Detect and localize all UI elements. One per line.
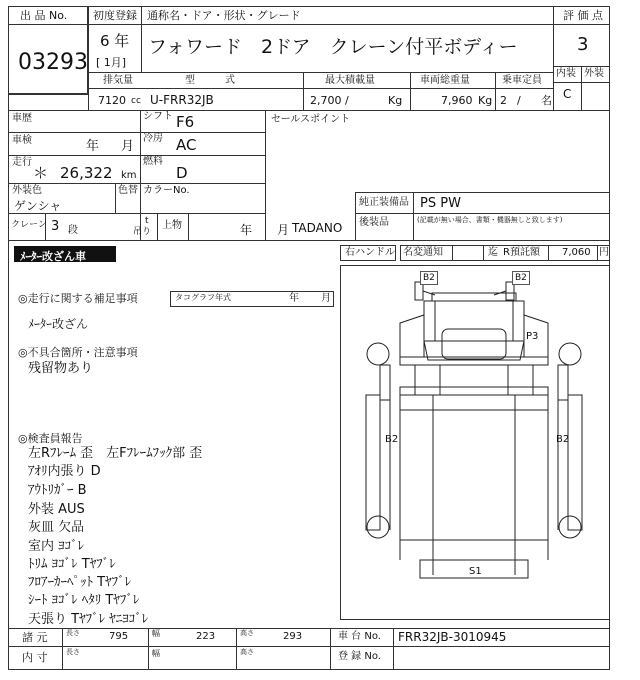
max-load-unit: Kg: [388, 94, 403, 107]
inner-length-label: 長さ: [66, 648, 80, 656]
upper-year: 年: [240, 223, 253, 237]
capacity-label: 乗車定員: [502, 75, 542, 86]
crane-label: クレーン: [11, 220, 47, 230]
displacement-unit: cc: [131, 96, 141, 106]
inspector-line: 外装 AUS: [28, 502, 85, 517]
color-code-label: カラーNo.: [143, 185, 190, 196]
max-load-value: 2,700: [310, 94, 342, 107]
inner-dims-label: 内 寸: [22, 651, 48, 664]
upper-maker: TADANO: [292, 221, 343, 235]
inspector-line: ｱｵﾘ内張り D: [28, 464, 101, 479]
handle-label: 右ハンドル: [345, 247, 395, 258]
interior-grade: C: [563, 87, 572, 101]
inspection-year: 年: [86, 139, 100, 154]
upper-month: 月: [277, 223, 290, 237]
inspector-line: 左Rﾌﾚｰﾑ 歪 左Fﾌﾚｰﾑﾌｯｸ部 歪: [28, 446, 203, 461]
inspector-line: ｼｰﾄ ﾖｺﾞﾚ ﾍﾀﾘ Tﾔﾌﾞﾚ: [28, 593, 140, 608]
color-label: 外装色: [12, 185, 42, 196]
model-code: U-FRR32JB: [150, 93, 214, 107]
defect-notes-title: ◎不具合箇所・注意事項: [18, 346, 138, 359]
lot-number: 03293: [18, 50, 88, 75]
max-load-sep: /: [345, 94, 349, 107]
defect-note: 残留物あり: [28, 361, 94, 376]
crane-stage-unit: 段: [68, 225, 78, 236]
chassis-value: FRR32JB-3010945: [398, 630, 507, 644]
driving-note: ﾒｰﾀｰ改ざん: [28, 317, 89, 331]
deadline-label: 迄: [488, 247, 498, 258]
color-change-label: 色替: [118, 185, 138, 196]
reg-year: 6 年: [100, 32, 130, 50]
registration-label: 登 録 No.: [338, 651, 381, 662]
mileage-value: 26,322: [60, 164, 113, 182]
inspection-month: 月: [121, 139, 135, 154]
shift-label: シフト: [143, 111, 173, 122]
mileage-unit: km: [121, 170, 137, 181]
height-label: 高さ: [240, 629, 254, 637]
inspection-label: 車検: [12, 135, 32, 146]
inspector-line: 天張り Tﾔﾌﾞﾚ ﾔﾆﾖｺﾞﾚ: [28, 612, 149, 627]
reg-month: [ 1月]: [96, 56, 127, 69]
aircon-label: 冷房: [143, 133, 163, 144]
max-load-label: 最大積載量: [325, 75, 375, 86]
name-label: 通称名・ドア・形状・グレード: [147, 9, 301, 22]
width-label: 幅: [152, 629, 160, 638]
damage-label-b2-right: B2: [556, 434, 570, 445]
inspector-line: ｱｳﾄﾘｶﾞｰ B: [28, 483, 87, 498]
damage-label-s1: S1: [469, 566, 482, 577]
damage-label-p3: P3: [526, 331, 539, 342]
shift-value: F6: [176, 113, 195, 131]
aftermarket-note: (記載が無い場合、書類・機器無しと致します): [417, 216, 563, 224]
capacity-unit: 名: [541, 94, 552, 107]
score-value: 3: [577, 34, 589, 55]
name-change-field: [452, 245, 484, 261]
history-label: 車歴: [12, 113, 32, 124]
inspector-line: 灰皿 欠品: [28, 520, 85, 535]
name-change-label: 名変通知: [403, 247, 443, 258]
meter-tampered-badge: ﾒｰﾀｰ改ざん車: [14, 246, 116, 262]
equipment-label: 純正装備品: [359, 197, 409, 208]
equipment-value: PS PW: [420, 196, 461, 211]
inner-height-label: 高さ: [240, 648, 254, 656]
length-value: 795: [109, 631, 129, 642]
model-code-label: 型 式: [185, 75, 235, 86]
crane-t: t: [145, 216, 149, 226]
inner-width-label: 幅: [152, 649, 160, 658]
inspector-line: 室内 ﾖｺﾞﾚ: [28, 539, 85, 554]
recycle-label: R預託額: [503, 247, 540, 258]
width-value: 223: [196, 631, 216, 642]
aircon-value: AC: [176, 136, 197, 154]
tachograph-label: タコグラフ年式: [175, 293, 231, 302]
lot-label: 出 品 No.: [20, 9, 68, 22]
tachograph-month: 月: [321, 293, 331, 304]
mileage-label: 走行: [12, 157, 32, 168]
fuel-label: 燃料: [143, 156, 163, 167]
capacity-sep: /: [517, 94, 521, 107]
tachograph-year: 年: [289, 293, 299, 304]
inspector-line: ﾌﾛｱｰｶｰﾍﾟｯﾄ Tﾔﾌﾞﾚ: [28, 575, 132, 590]
driving-notes-title: ◎走行に関する補足事項: [18, 292, 138, 305]
displacement-value: 7120: [98, 94, 126, 107]
damage-label-b2-left: B2: [385, 434, 399, 445]
color-value: ゲンシャ: [14, 199, 62, 213]
score-label: 評 価 点: [563, 9, 603, 22]
sales-point-label: セールスポイント: [271, 114, 351, 125]
interior-label: 内装: [556, 68, 576, 79]
capacity-value: 2: [500, 94, 507, 107]
gross-weight-value: 7,960: [441, 94, 473, 107]
upper-label: 上物: [162, 220, 182, 231]
exterior-label: 外装: [584, 68, 604, 79]
inspector-line: ﾄﾘﾑ ﾖｺﾞﾚ Tﾔﾌﾞﾚ: [28, 557, 116, 572]
recycle-value: 7,060: [562, 247, 591, 258]
mileage-mark: ＊: [33, 164, 49, 182]
reg-label: 初度登録: [93, 9, 137, 22]
damage-label-b2-top-right: B2: [512, 271, 530, 285]
displacement-label: 排気量: [103, 75, 133, 86]
recycle-unit: 円: [599, 247, 609, 258]
gross-weight-label: 車両総重量: [420, 75, 470, 86]
crane-lift-unit: 吊り: [133, 227, 152, 237]
height-value: 293: [283, 631, 303, 642]
chassis-label: 車 台 No.: [338, 631, 381, 642]
gross-weight-unit: Kg: [478, 94, 493, 107]
damage-label-b2-top-left: B2: [420, 271, 438, 285]
model-name: フォワード 2ドア クレーン付平ボディー: [148, 36, 518, 58]
aftermarket-label: 後装品: [359, 217, 389, 228]
crane-stages: 3: [51, 219, 60, 234]
fuel-value: D: [176, 164, 188, 182]
inspector-report-title: ◎検査員報告: [18, 432, 83, 445]
length-label: 長さ: [66, 629, 80, 637]
dims-label: 諸 元: [22, 631, 48, 644]
